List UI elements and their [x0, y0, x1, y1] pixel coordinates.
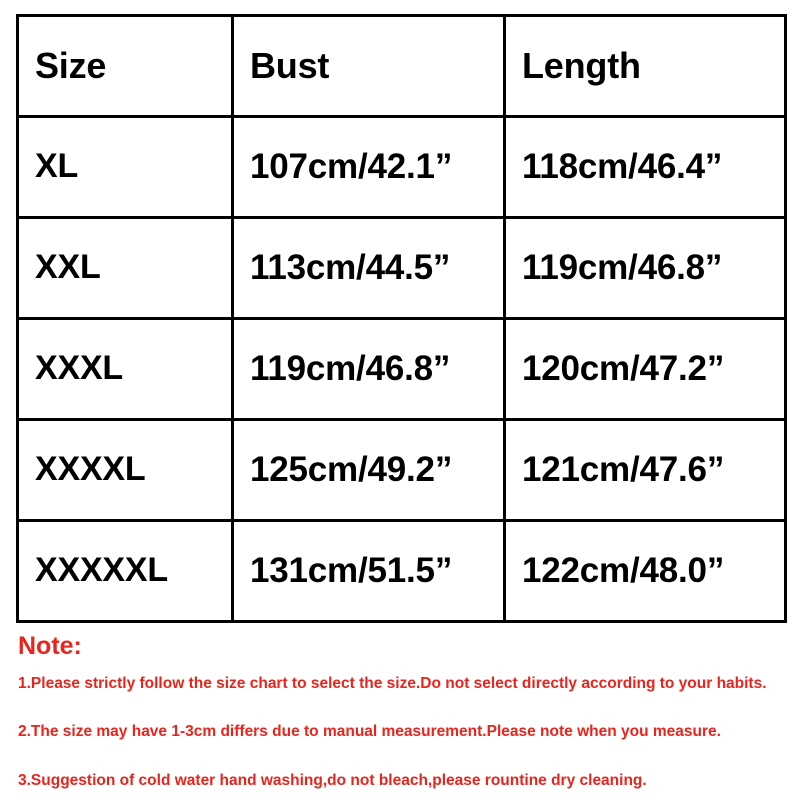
cell-bust: 107cm/42.1” [233, 117, 505, 218]
cell-size: XXXXXL [18, 521, 233, 622]
cell-bust: 125cm/49.2” [233, 420, 505, 521]
cell-size: XXL [18, 218, 233, 319]
table-header-row [18, 16, 786, 117]
size-chart-table [16, 14, 787, 623]
table-row [18, 521, 786, 622]
cell-bust: 119cm/46.8” [233, 319, 505, 420]
note-line-1: 1.Please strictly follow the size chart to select the size.Do not select directly according to your habits. [18, 674, 767, 692]
note-line-3: 3.Suggestion of cold water hand washing,do not bleach,please rountine dry cleaning. [18, 771, 647, 789]
cell-size: XL [18, 117, 233, 218]
note-section [16, 633, 784, 790]
column-header-bust: Bust [233, 16, 505, 117]
cell-length: 121cm/47.6” [505, 420, 786, 521]
cell-length: 122cm/48.0” [505, 521, 786, 622]
cell-size: XXXL [18, 319, 233, 420]
table-row [18, 319, 786, 420]
table-row [18, 117, 786, 218]
table-body [18, 117, 786, 622]
cell-length: 119cm/46.8” [505, 218, 786, 319]
column-header-length: Length [505, 16, 786, 117]
cell-bust: 131cm/51.5” [233, 521, 505, 622]
cell-bust: 113cm/44.5” [233, 218, 505, 319]
cell-size: XXXXL [18, 420, 233, 521]
note-line-2: 2.The size may have 1-3cm differs due to manual measurement.Please note when you measure. [18, 723, 721, 741]
cell-length: 120cm/47.2” [505, 319, 786, 420]
cell-length: 118cm/46.4” [505, 117, 786, 218]
table-header [18, 16, 786, 117]
table-row [18, 218, 786, 319]
table-row [18, 420, 786, 521]
note-title: Note: [18, 632, 82, 660]
column-header-size: Size [18, 16, 233, 117]
